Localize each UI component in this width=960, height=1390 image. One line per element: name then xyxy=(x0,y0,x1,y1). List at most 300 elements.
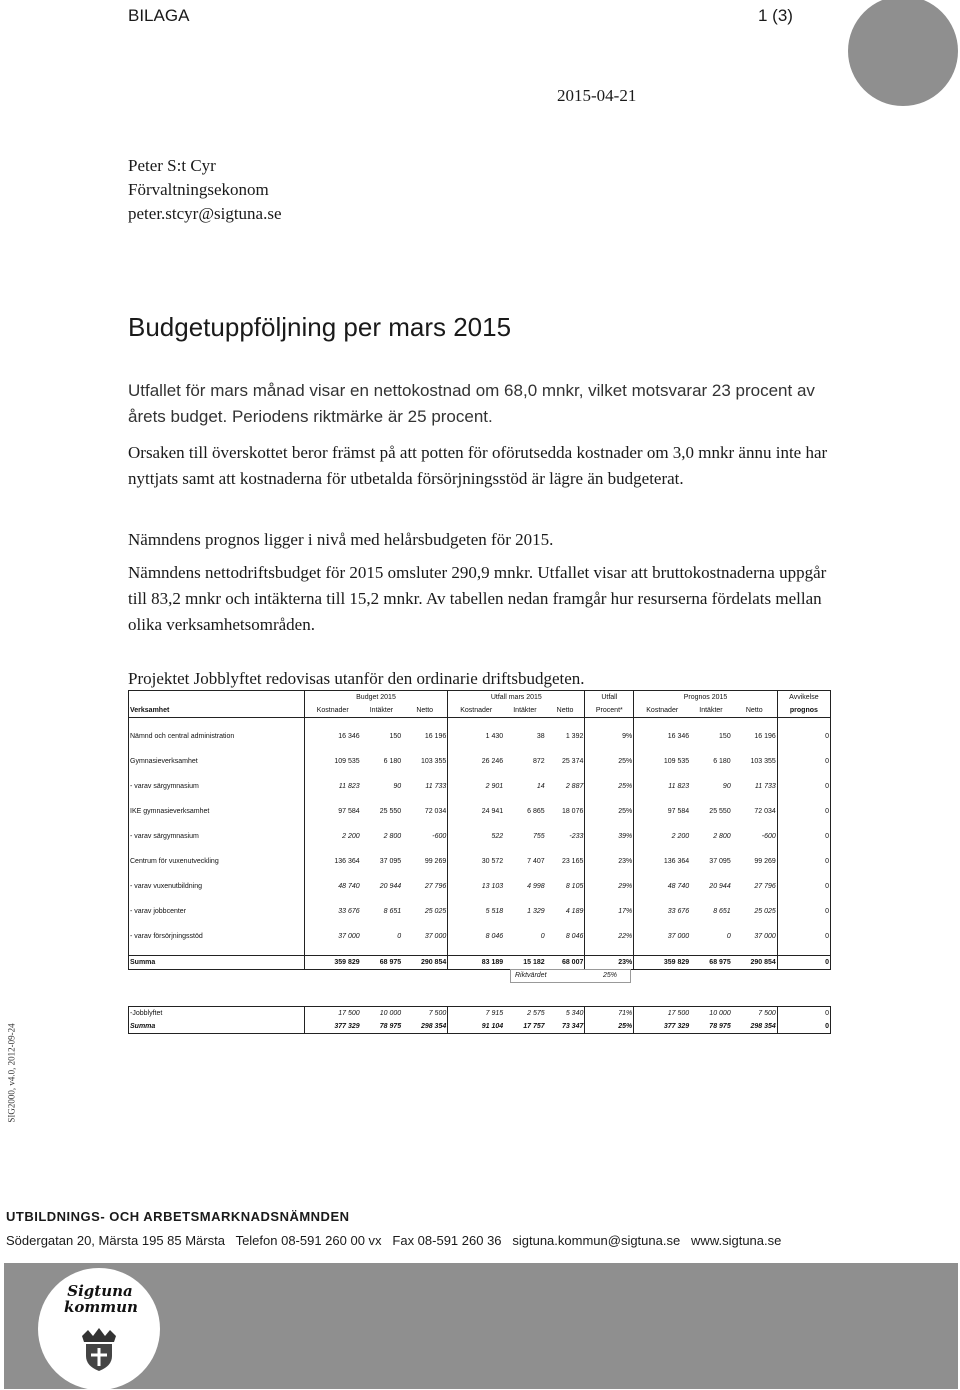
table-cell: 91 104 xyxy=(448,1020,504,1034)
table-cell: 78 975 xyxy=(361,1020,403,1034)
gap-cell xyxy=(129,970,831,1007)
table-cell: 78 975 xyxy=(690,1020,732,1034)
table-cell: 0 xyxy=(777,880,830,893)
spacer-cell xyxy=(690,843,732,855)
table-cell: 1 392 xyxy=(565,733,584,740)
column-group-label: Budget 2015 xyxy=(304,691,448,705)
spacer-cell xyxy=(402,793,448,805)
spacer-cell xyxy=(448,793,504,805)
spacer-row xyxy=(129,718,831,731)
spacer-cell xyxy=(732,918,778,930)
spacer-cell xyxy=(129,768,305,780)
table-cell: 2 200 xyxy=(634,830,690,843)
column-header: Netto xyxy=(546,704,585,718)
table-cell: 0 xyxy=(777,780,830,793)
table-cell: 72 034 xyxy=(754,808,776,815)
table-cell: -233 xyxy=(569,833,584,840)
column-group-label xyxy=(129,691,305,705)
column-header: Verksamhet xyxy=(129,704,305,718)
column-header: Kostnader xyxy=(304,704,360,718)
table-cell: 2 800 xyxy=(383,833,402,840)
table-cell: 150 xyxy=(719,733,731,740)
table-cell: 0 xyxy=(397,933,402,940)
table-cell: 8 105 xyxy=(565,883,584,890)
spacer-cell xyxy=(504,918,546,930)
spacer-cell xyxy=(585,918,634,930)
spacer-cell xyxy=(304,768,360,780)
table-cell: 25 550 xyxy=(379,808,402,815)
logo-text xyxy=(64,1283,136,1315)
table-cell: 109 535 xyxy=(634,755,690,768)
summary-row xyxy=(129,1020,831,1034)
paragraph: Nämndens nettodriftsbudget för 2015 omsluter 290,9 mnkr. Utfallet visar att bruttokostnaderna uppgår till 83,2 mnkr och intäkterna till 15,2 mnkr. Av tabellen nedan framgår hur resurserna fördelats mellan olika verksamhetsområden. xyxy=(128,563,827,634)
column-header: Kostnader xyxy=(448,704,504,718)
spacer-cell xyxy=(585,893,634,905)
spacer-cell xyxy=(448,818,504,830)
table-cell: IKE gymnasieverksamhet xyxy=(129,805,305,818)
riktvarde-value: 25% xyxy=(603,972,618,979)
spacer-cell xyxy=(546,918,585,930)
table-cell: 0 xyxy=(777,905,830,918)
spacer-row xyxy=(129,893,831,905)
table-cell: 136 364 xyxy=(304,855,360,868)
table-cell: 298 354 xyxy=(732,1020,778,1034)
table-cell: 68 975 xyxy=(690,956,732,970)
spacer-cell xyxy=(585,943,634,956)
spacer-cell xyxy=(361,943,403,956)
spacer-cell xyxy=(732,843,778,855)
spacer-cell xyxy=(448,868,504,880)
table-row xyxy=(129,905,831,918)
sender-email[interactable]: peter.stcyr@sigtuna.se xyxy=(128,204,282,223)
spacer-cell xyxy=(448,843,504,855)
table-cell: 25 374 xyxy=(561,758,584,765)
crown-shield-icon xyxy=(76,1322,122,1372)
table-cell: 136 364 xyxy=(634,855,690,868)
table-cell: 37 000 xyxy=(634,930,690,943)
spacer-cell xyxy=(504,943,546,956)
table-cell: 23 165 xyxy=(561,858,584,865)
spacer-cell xyxy=(546,768,585,780)
table-cell: 37 095 xyxy=(379,858,402,865)
table-cell: 37 095 xyxy=(709,858,731,865)
table-group-header xyxy=(129,691,831,705)
spacer-cell xyxy=(361,718,403,731)
spacer-cell xyxy=(777,718,830,731)
table-cell: 16 346 xyxy=(304,730,360,743)
logo-line: Sigtuna xyxy=(67,1282,133,1300)
table-cell: 99 269 xyxy=(424,858,447,865)
table-cell: 39% xyxy=(585,830,634,843)
spacer-cell xyxy=(304,818,360,830)
spacer-cell xyxy=(732,718,778,731)
budget-table xyxy=(128,690,831,1034)
spacer-cell xyxy=(546,868,585,880)
paragraph: Projektet Jobblyftet redovisas utanför den ordinarie driftsbudgeten. xyxy=(128,669,585,688)
spacer-cell xyxy=(504,768,546,780)
table-cell: 17 500 xyxy=(304,1007,360,1021)
table-cell: 97 584 xyxy=(634,805,690,818)
table-cell: 37 000 xyxy=(304,930,360,943)
table-cell: 2 887 xyxy=(565,783,584,790)
logo-line: kommun xyxy=(64,1298,138,1316)
spacer-cell xyxy=(732,743,778,755)
table-cell: 23% xyxy=(585,855,634,868)
table-row xyxy=(129,780,831,793)
column-header: Netto xyxy=(732,704,778,718)
table-cell: 17% xyxy=(585,905,634,918)
table-cell: 27 796 xyxy=(754,883,776,890)
column-header: Netto xyxy=(402,704,448,718)
table-cell: 7 500 xyxy=(732,1007,778,1021)
spacer-cell xyxy=(304,943,360,956)
column-header: Intäkter xyxy=(690,704,732,718)
spacer-cell xyxy=(546,718,585,731)
table-cell: 25 025 xyxy=(754,908,776,915)
spacer-cell xyxy=(546,818,585,830)
spacer-cell xyxy=(402,818,448,830)
spacer-cell xyxy=(585,843,634,855)
table-row xyxy=(129,855,831,868)
table-cell: 0 xyxy=(777,730,830,743)
spacer-cell xyxy=(732,893,778,905)
table-cell: 29% xyxy=(585,880,634,893)
spacer-cell xyxy=(777,893,830,905)
table-cell: - varav jobbcenter xyxy=(129,905,305,918)
table-cell: 4 998 xyxy=(527,883,545,890)
spacer-cell xyxy=(732,818,778,830)
table-cell: 73 347 xyxy=(546,1020,585,1034)
table-cell: 14 xyxy=(536,783,545,790)
spacer-cell xyxy=(129,893,305,905)
spacer-cell xyxy=(129,718,305,731)
table-cell: 33 676 xyxy=(304,905,360,918)
table-cell: 68 975 xyxy=(361,956,403,970)
table-cell: 103 355 xyxy=(750,758,776,765)
sender-name: Peter S:t Cyr xyxy=(128,156,216,175)
table-cell: 11 733 xyxy=(754,783,776,790)
table-cell: 24 941 xyxy=(448,805,504,818)
spacer-cell xyxy=(585,818,634,830)
table-cell: 377 329 xyxy=(634,1020,690,1034)
spacer-cell xyxy=(777,793,830,805)
spacer-row xyxy=(129,793,831,805)
spacer-cell xyxy=(585,718,634,731)
table-cell: 10 000 xyxy=(361,1007,403,1021)
spacer-cell xyxy=(634,943,690,956)
spacer-cell xyxy=(448,893,504,905)
table-cell: 755 xyxy=(533,833,545,840)
table-cell: 72 034 xyxy=(424,808,447,815)
table-cell: 90 xyxy=(393,783,402,790)
table-row xyxy=(129,880,831,893)
page-number: 1 (3) xyxy=(758,6,793,25)
spacer-cell xyxy=(634,918,690,930)
column-header: prognos xyxy=(777,704,830,718)
spacer-cell xyxy=(129,918,305,930)
table-cell: 0 xyxy=(777,855,830,868)
sender-title: Förvaltningsekonom xyxy=(128,180,269,199)
table-cell: 16 196 xyxy=(754,733,776,740)
spacer-cell xyxy=(732,943,778,956)
table-cell: 7 915 xyxy=(448,1007,504,1021)
table-cell: 2 575 xyxy=(504,1007,546,1021)
spacer-cell xyxy=(361,893,403,905)
spacer-cell xyxy=(504,868,546,880)
spacer-cell xyxy=(402,918,448,930)
spacer-row xyxy=(129,768,831,780)
table-cell: 25% xyxy=(585,805,634,818)
table-cell: 359 829 xyxy=(304,956,360,970)
spacer-row xyxy=(129,868,831,880)
spacer-cell xyxy=(504,793,546,805)
spacer-row xyxy=(129,918,831,930)
footer-contact: Södergatan 20, Märsta 195 85 Märsta Telefon 08-591 260 00 vx Fax 08-591 260 36 sigtuna.kommun@sigtuna.se www.sigtuna.se xyxy=(6,1233,782,1248)
table-cell: 7 407 xyxy=(527,858,545,865)
spacer-cell xyxy=(402,943,448,956)
spacer-cell xyxy=(129,843,305,855)
spacer-cell xyxy=(690,943,732,956)
table-cell: 97 584 xyxy=(304,805,360,818)
table-cell: 99 269 xyxy=(754,858,776,865)
spacer-cell xyxy=(690,718,732,731)
spacer-cell xyxy=(304,718,360,731)
spacer-cell xyxy=(129,868,305,880)
table-cell: - varav vuxenutbildning xyxy=(129,880,305,893)
spacer-cell xyxy=(690,893,732,905)
table-cell: 0 xyxy=(777,956,830,970)
spacer-cell xyxy=(361,918,403,930)
table-cell: 872 xyxy=(533,758,545,765)
spacer-cell xyxy=(304,793,360,805)
spacer-cell xyxy=(448,743,504,755)
table-cell: 1 430 xyxy=(448,730,504,743)
spacer-cell xyxy=(448,918,504,930)
table-row xyxy=(129,805,831,818)
table-cell: 16 196 xyxy=(424,733,447,740)
corner-decoration xyxy=(848,0,958,106)
spacer-cell xyxy=(304,843,360,855)
spacer-cell xyxy=(634,893,690,905)
spacer-cell xyxy=(402,768,448,780)
table-cell: Summa xyxy=(129,1020,305,1034)
table-cell: 68 007 xyxy=(546,956,585,970)
table-cell: 11 733 xyxy=(425,783,447,790)
spacer-row xyxy=(129,943,831,956)
table-cell: 0 xyxy=(777,1007,830,1021)
summary-row xyxy=(129,956,831,970)
table-cell: 8 651 xyxy=(383,908,402,915)
table-cell: 11 823 xyxy=(304,780,360,793)
spacer-cell xyxy=(634,868,690,880)
column-group-label: Avvikelse xyxy=(777,691,830,705)
table-cell: 377 329 xyxy=(304,1020,360,1034)
column-group-label: Prognos 2015 xyxy=(634,691,778,705)
spacer-cell xyxy=(448,718,504,731)
table-cell: 17 500 xyxy=(634,1007,690,1021)
table-cell: 6 180 xyxy=(383,758,402,765)
table-cell: 0 xyxy=(777,830,830,843)
spacer-cell xyxy=(361,868,403,880)
spacer-cell xyxy=(634,743,690,755)
table-cell: 10 000 xyxy=(690,1007,732,1021)
spacer-cell xyxy=(690,793,732,805)
table-cell: 0 xyxy=(540,933,545,940)
spacer-cell xyxy=(546,743,585,755)
spacer-cell xyxy=(129,743,305,755)
table-cell: 17 757 xyxy=(504,1020,546,1034)
table-cell: 7 500 xyxy=(402,1007,448,1021)
column-group-label: Utfall mars 2015 xyxy=(448,691,585,705)
spacer-cell xyxy=(690,918,732,930)
paragraph: Nämndens prognos ligger i nivå med helårsbudgeten för 2015. xyxy=(128,530,554,549)
table-cell: 71% xyxy=(585,1007,634,1021)
table-cell: 23% xyxy=(585,956,634,970)
table-cell: 6 865 xyxy=(527,808,545,815)
spacer-cell xyxy=(732,768,778,780)
spacer-cell xyxy=(361,843,403,855)
gap-row xyxy=(129,970,831,1007)
table-cell: 5 340 xyxy=(546,1007,585,1021)
spacer-cell xyxy=(402,868,448,880)
table-cell: 0 xyxy=(777,805,830,818)
table-column-header xyxy=(129,704,831,718)
spacer-cell xyxy=(546,943,585,956)
table-cell: 9% xyxy=(585,730,634,743)
table-cell: 37 000 xyxy=(754,933,776,940)
table-cell: 1 329 xyxy=(527,908,545,915)
spacer-cell xyxy=(690,743,732,755)
table-cell: 5 518 xyxy=(448,905,504,918)
spacer-cell xyxy=(634,718,690,731)
table-cell: 48 740 xyxy=(304,880,360,893)
table-cell: 103 355 xyxy=(420,758,447,765)
spacer-cell xyxy=(546,843,585,855)
spacer-cell xyxy=(777,818,830,830)
spacer-cell xyxy=(504,818,546,830)
table-cell: 2 800 xyxy=(713,833,731,840)
table-cell: 20 944 xyxy=(379,883,402,890)
table-cell: 2 901 xyxy=(448,780,504,793)
table-cell: 109 535 xyxy=(304,755,360,768)
table-row xyxy=(129,1007,831,1021)
spacer-cell xyxy=(361,768,403,780)
column-header: Intäkter xyxy=(504,704,546,718)
table-row xyxy=(129,755,831,768)
spacer-cell xyxy=(504,718,546,731)
spacer-cell xyxy=(585,768,634,780)
table-cell: 298 354 xyxy=(402,1020,448,1034)
table-cell: -600 xyxy=(761,833,776,840)
table-row xyxy=(129,930,831,943)
spacer-cell xyxy=(690,818,732,830)
spacer-cell xyxy=(448,768,504,780)
spacer-cell xyxy=(634,843,690,855)
riktvarde-label: Riktvärdet xyxy=(515,972,547,979)
table-cell: 6 180 xyxy=(713,758,731,765)
spacer-row xyxy=(129,743,831,755)
spacer-cell xyxy=(732,793,778,805)
column-header: Kostnader xyxy=(634,704,690,718)
table-cell: 25% xyxy=(585,1020,634,1034)
spacer-cell xyxy=(777,918,830,930)
table-cell: 27 796 xyxy=(424,883,447,890)
spacer-cell xyxy=(777,943,830,956)
spacer-cell xyxy=(129,943,305,956)
spacer-cell xyxy=(690,768,732,780)
column-group-label: Utfall xyxy=(585,691,634,705)
spacer-cell xyxy=(585,868,634,880)
table-row xyxy=(129,730,831,743)
table-cell: 0 xyxy=(726,933,731,940)
table-cell: 15 182 xyxy=(504,956,546,970)
spacer-cell xyxy=(129,818,305,830)
column-header: Intäkter xyxy=(361,704,403,718)
spacer-cell xyxy=(361,818,403,830)
spacer-cell xyxy=(732,868,778,880)
spacer-cell xyxy=(546,893,585,905)
spacer-cell xyxy=(304,893,360,905)
table-cell: 33 676 xyxy=(634,905,690,918)
table-cell: 13 103 xyxy=(448,880,504,893)
table-cell: -600 xyxy=(432,833,447,840)
table-cell: 90 xyxy=(722,783,731,790)
table-cell: 11 823 xyxy=(634,780,690,793)
spacer-cell xyxy=(304,868,360,880)
table-cell: - varav särgymnasium xyxy=(129,830,305,843)
spacer-cell xyxy=(402,893,448,905)
table-cell: 2 200 xyxy=(304,830,360,843)
table-cell: 0 xyxy=(777,1020,830,1034)
table-cell: 20 944 xyxy=(709,883,731,890)
spacer-cell xyxy=(361,743,403,755)
table-row xyxy=(129,830,831,843)
table-cell: 25 025 xyxy=(424,908,447,915)
table-cell: 37 000 xyxy=(424,933,447,940)
table-cell: 25 550 xyxy=(709,808,731,815)
spacer-cell xyxy=(634,768,690,780)
column-header: Procent* xyxy=(585,704,634,718)
table-cell: -Jobblyftet xyxy=(129,1007,305,1021)
table-cell: Gymnasieverksamhet xyxy=(129,755,305,768)
table-cell: 0 xyxy=(777,755,830,768)
table-cell: 359 829 xyxy=(634,956,690,970)
spacer-cell xyxy=(504,843,546,855)
table-cell: 48 740 xyxy=(634,880,690,893)
spacer-cell xyxy=(304,918,360,930)
spacer-cell xyxy=(448,943,504,956)
spacer-cell xyxy=(402,843,448,855)
paragraph: Utfallet för mars månad visar en nettokostnad om 68,0 mnkr, vilket motsvarar 23 procent av årets budget. Periodens riktmärke är 25 procent. xyxy=(128,381,815,426)
table-cell: 25% xyxy=(585,755,634,768)
table-cell: 0 xyxy=(777,930,830,943)
table-cell: 8 046 xyxy=(448,930,504,943)
spacer-cell xyxy=(361,793,403,805)
table-cell: 38 xyxy=(536,733,545,740)
table-cell: 18 076 xyxy=(561,808,584,815)
table-cell: 8 046 xyxy=(565,933,584,940)
document-label: BILAGA xyxy=(128,6,190,25)
table-cell: 522 xyxy=(448,830,504,843)
table-cell: 22% xyxy=(585,930,634,943)
table-cell: 26 246 xyxy=(448,755,504,768)
spacer-cell xyxy=(546,793,585,805)
table-cell: 290 854 xyxy=(402,956,448,970)
spacer-cell xyxy=(777,743,830,755)
spacer-cell xyxy=(690,868,732,880)
page-title: Budgetuppföljning per mars 2015 xyxy=(128,312,512,342)
spacer-cell xyxy=(634,793,690,805)
